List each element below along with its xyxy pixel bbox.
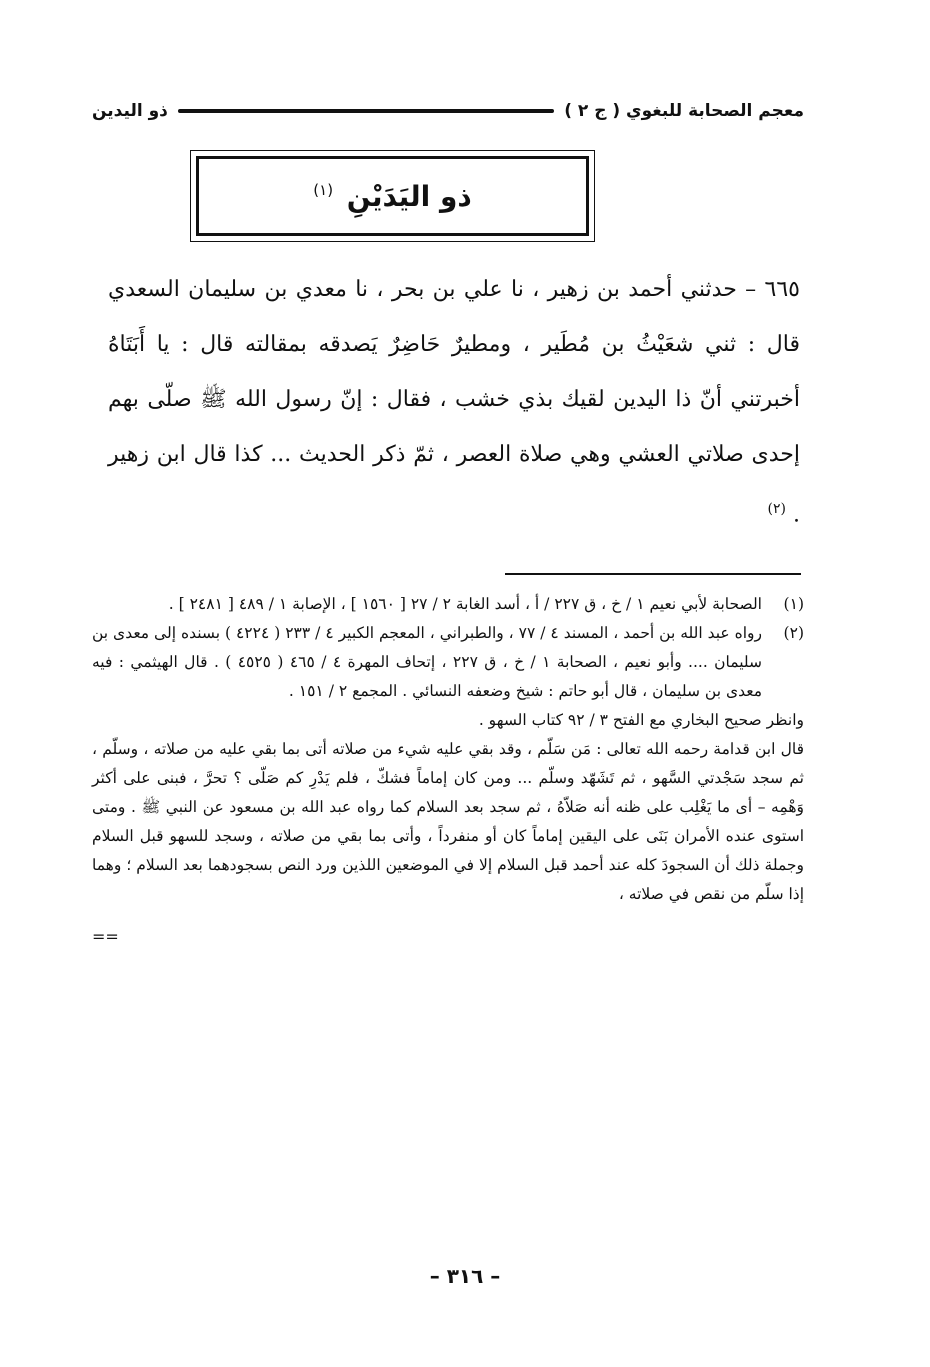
entry-title-frame <box>190 150 595 242</box>
footnote-text: الصحابة لأبي نعيم ١ / خ ، ق ٢٢٧ / أ ، أسد الغابة ٢ / ٢٧ [ ١٥٦٠ ] ، الإصابة ١ / ٤٨٩ [ ٢٤٨١ ] . <box>168 595 762 613</box>
footnote-continuation: قال ابن قدامة رحمه الله تعالى : مَن سَلّم ، وقد بقي عليه شيء من صلاته أتى بما بقي عليه من صلاته ، وسلّم ، ثم سجد سَجْدتي السَّهو ، ثم تَشَهّد وسلّم ... ومن كان إماماً فشكّ ، فلم يَدْرِ كم صَلّى ؟ تحرَّ ، فبنى على أكثر وَهْمِه – أى ما يَغْلِب على ظنه أنه صَلاّهُ ، ثم سجد بعد السلام كما رواه عبد الله بن مسعود عن النبي ﷺ . ومتى استوى عنده الأمران بَنَى على اليقين إماماً كان أو منفرداً ، وأتى بما بقي من صلاته ، وسجد للسهو قبل السلام وجملة ذلك أن السجودَ كله عند أحمد قبل السلام إلا في الموضعين اللذين ورد النص بسجودهما بعد السلام ؛ وهما إذا سلّم من نقص في صلاته ، <box>92 740 804 903</box>
page-number: – ٣١٦ – <box>429 1264 501 1288</box>
hadith-footnote-mark: (٢) <box>767 501 786 517</box>
header-rule <box>178 109 554 113</box>
running-header <box>92 96 804 126</box>
footnote-continuation: وانظر صحيح البخاري مع الفتح ٣ / ٩٢ كتاب السهو . <box>478 711 804 729</box>
footnotes <box>92 590 804 947</box>
footnote-mark: (١) <box>783 595 804 613</box>
footnote <box>92 619 804 706</box>
continuation-mark: == <box>92 927 119 946</box>
footnote-separator-rule <box>505 573 801 575</box>
entry-title-footnote-mark: (١) <box>313 181 334 200</box>
footnote-text: رواه عبد الله بن أحمد ، المسند ٤ / ٧٧ ، والطبراني ، المعجم الكبير ٤ / ٢٣٣ ( ٤٢٢٤ ) بسنده إلى معدى بن سليمان .... وأبو نعيم ، الصحابة ١ / خ ، ق ٢٢٧ ، إتحاف المهرة ٤ / ٤٦٥ ( ٤٥٢٥ ) . قال الهيثمي : فيه معدى بن سليمان ، قال أبو حاتم : شيخ وضعفه النسائي . المجمع ٢ / ١٥١ . <box>92 624 763 700</box>
footnote <box>92 590 804 619</box>
entry-title-text: ذو اليَدَيْنِ <box>346 179 472 213</box>
entry-title-inner-frame <box>196 156 589 236</box>
hadith-text: ٦٦٥ – حدثني أحمد بن زهير ، نا علي بن بحر ، نا معدي بن سليمان السعدي قال : ثني شعَيْثُ بن مُطَير ، ومطيرٌ حَاضِرٌ يَصدقه بمقالته قال : يا أَبَتَاهُ أخبرتني أنّ ذا اليدين لقيك بذي خشب ، فقال : إنّ رسول الله ﷺ صلّى بهم إحدى صلاتي العشي وهي صلاة العصر ، ثمّ ذكر الحديث ... كذا قال ابن زهير . <box>108 277 800 528</box>
entry-title <box>313 180 471 213</box>
book-title: معجم الصحابة للبغوي ( ج ٢ ) <box>564 101 804 121</box>
section-title: ذو اليدين <box>92 101 168 121</box>
hadith-paragraph <box>108 262 800 542</box>
footnote-mark: (٢) <box>783 624 804 642</box>
